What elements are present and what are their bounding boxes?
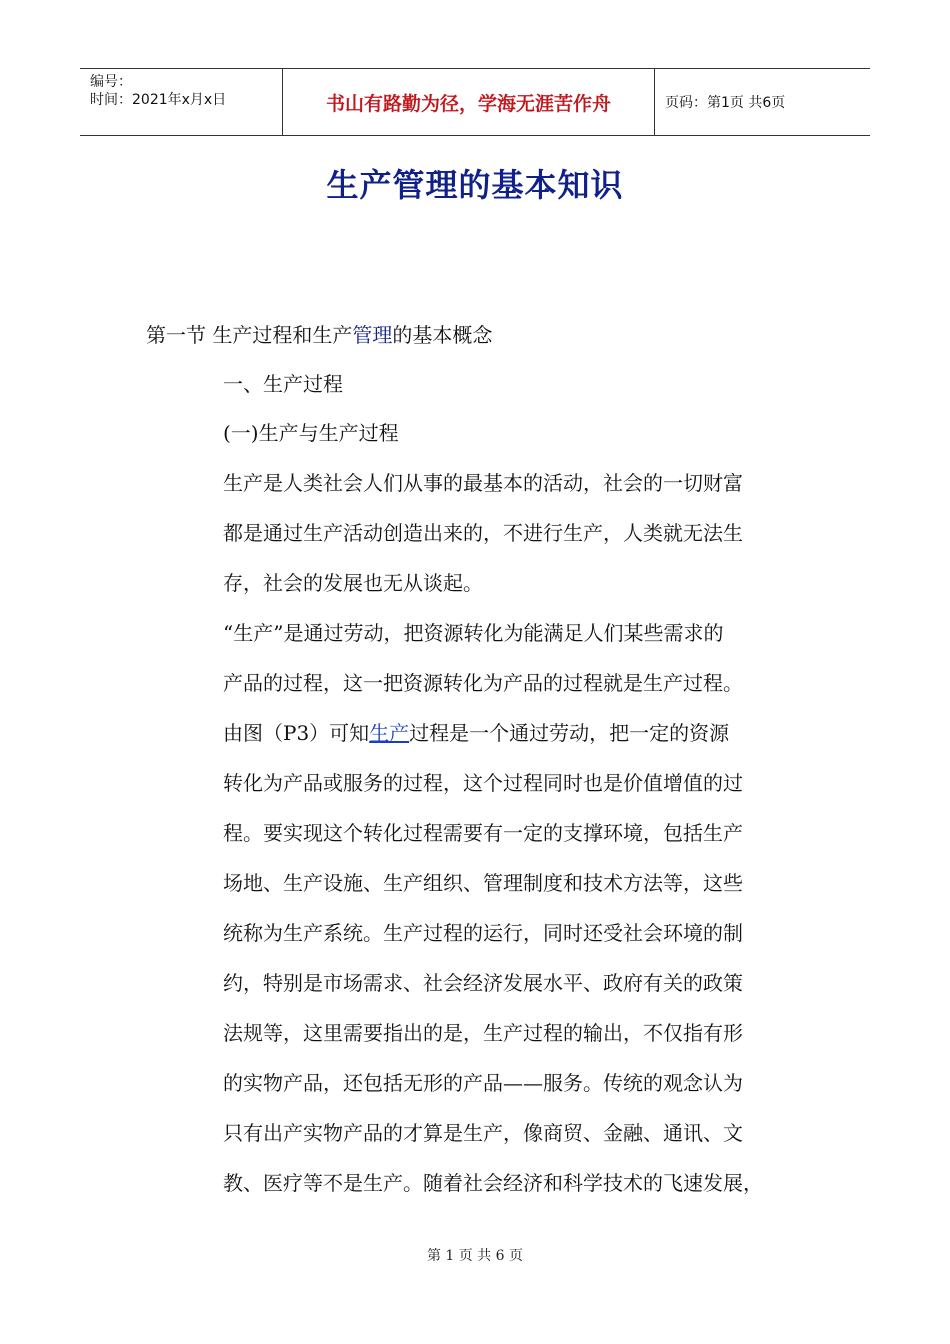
- paragraph-line: 教、医疗等不是生产。随着社会经济和科学技术的飞速发展，: [223, 1171, 763, 1195]
- paragraph-text: 过程是一个通过劳动，把一定的资源: [409, 721, 730, 745]
- paragraph-line: 法规等，这里需要指出的是，生产过程的输出，不仅指有形: [223, 1021, 743, 1045]
- subheading-production-and-process: (一)生产与生产过程: [223, 421, 399, 445]
- section-heading: [146, 310, 492, 360]
- paragraph-line: 程。要实现这个转化过程需要有一定的支撑环境，包括生产: [223, 821, 743, 845]
- paragraph-line: 生产是人类社会人们从事的最基本的活动，社会的一切财富: [223, 471, 743, 495]
- paragraph-line: 都是通过生产活动创造出来的，不进行生产，人类就无法生: [223, 521, 743, 545]
- section-heading-keyword: 管理: [352, 323, 393, 347]
- page-footer: 第 1 页 共 6 页: [426, 1248, 524, 1264]
- document-title: 生产管理的基本知识: [326, 166, 624, 204]
- paragraph-line: 的实物产品，还包括无形的产品——服务。传统的观念认为: [223, 1071, 743, 1095]
- header-motto-cell: [282, 69, 655, 135]
- header-page-info: 页码：第1页 共6页: [665, 95, 786, 111]
- document-number-label: 编号：: [90, 74, 132, 90]
- paragraph-line: 存，社会的发展也无从谈起。: [223, 571, 483, 595]
- section-heading-suffix: 的基本概念: [392, 323, 493, 347]
- paragraph-line: 转化为产品或服务的过程，这个过程同时也是价值增值的过: [223, 771, 743, 795]
- paragraph-text: 由图（P3）可知: [223, 721, 370, 745]
- paragraph-line: 产品的过程，这一把资源转化为产品的过程就是生产过程。: [223, 671, 743, 695]
- subheading-production-process: 一、生产过程: [223, 372, 343, 396]
- production-link[interactable]: 生产: [369, 721, 410, 745]
- header-table: [80, 68, 870, 136]
- paragraph-line: “生产”是通过劳动，把资源转化为能满足人们某些需求的: [223, 621, 724, 645]
- header-page-cell: [655, 69, 870, 135]
- header-motto: 书山有路勤为径，学海无涯苦作舟: [325, 92, 611, 115]
- document-time-label: 时间：2021年x月x日: [90, 92, 227, 108]
- paragraph-line: 约，特别是市场需求、社会经济发展水平、政府有关的政策: [223, 971, 743, 995]
- section-heading-prefix: 第一节 生产过程和生产: [146, 323, 353, 347]
- paragraph-line: 场地、生产设施、生产组织、管理制度和技术方法等，这些: [223, 871, 743, 895]
- header-meta-cell: [80, 69, 282, 135]
- paragraph-line: 只有出产实物产品的才算是生产，像商贸、金融、通讯、文: [223, 1121, 743, 1145]
- paragraph-line: [223, 708, 729, 758]
- paragraph-line: 统称为生产系统。生产过程的运行，同时还受社会环境的制: [223, 921, 743, 945]
